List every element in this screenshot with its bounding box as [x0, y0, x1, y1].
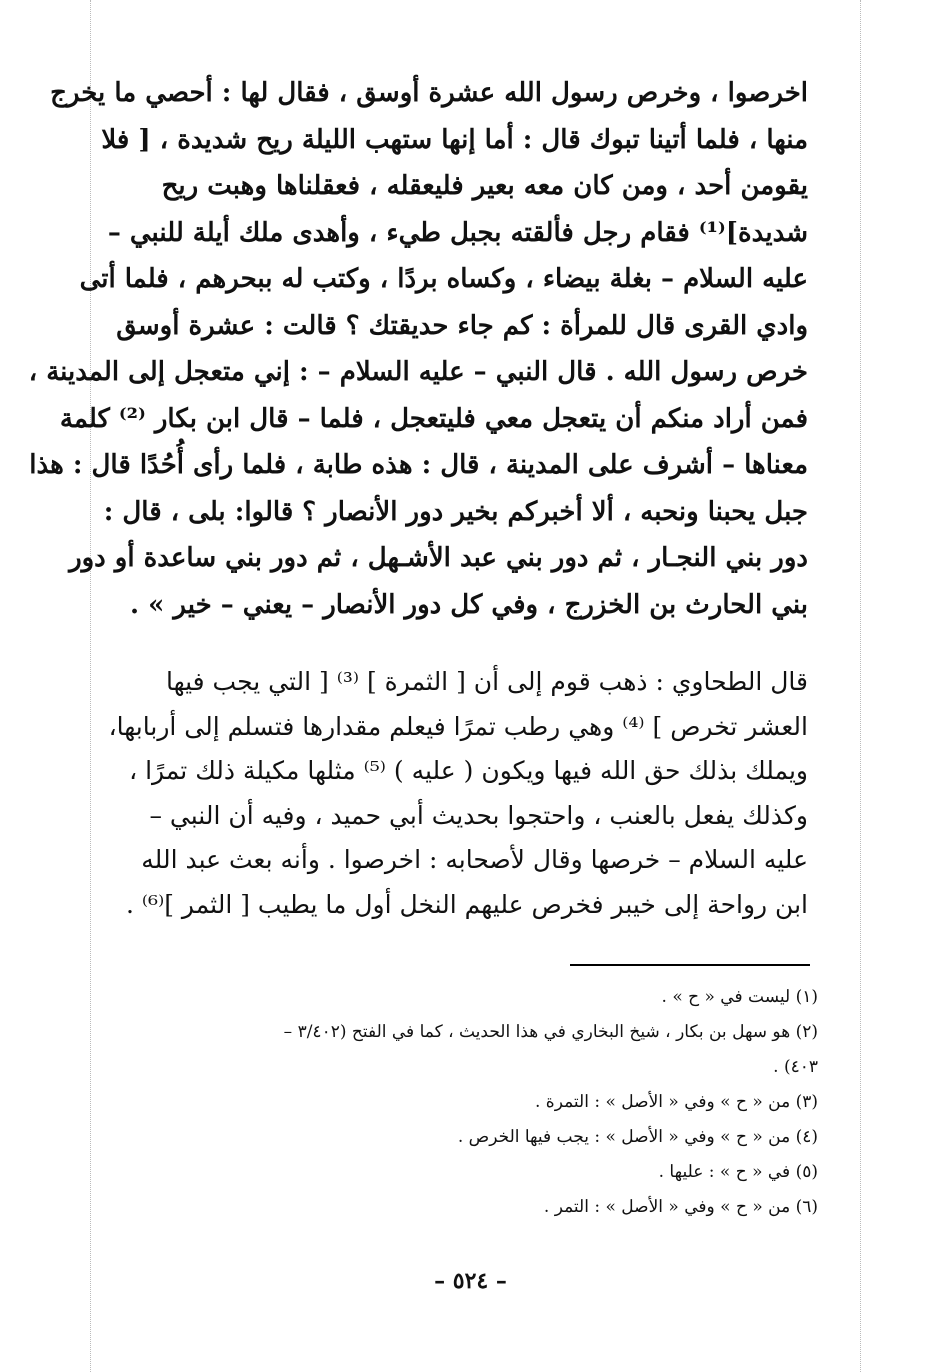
text-line: فمن أراد منكم أن يتعجل معي فليتعجل ، فلما – قال ابن بكار ⁽²⁾ كلمة — [59, 403, 808, 434]
footnote: (١) ليست في « ح » . — [661, 987, 818, 1007]
footnote: (٥) في « ح » : عليها . — [658, 1162, 818, 1182]
margin-dotted-line-right — [860, 0, 861, 1372]
text-line: قال الطحاوي : ذهب قوم إلى أن [ الثمرة ] ⁽³⁾ [ التي يجب فيها — [165, 667, 808, 696]
text-line: شديدة]⁽¹⁾ فقام رجل فألقته بجبل طيء ، وأهدى ملك أيلة للنبي – — [107, 217, 808, 248]
page-number: – ٥٢٤ – — [434, 1268, 507, 1294]
text-line: بني الحارث بن الخزرج ، وفي كل دور الأنصار – يعني – خير » . — [130, 589, 808, 620]
text-line: ويملك بذلك حق الله فيها ويكون ( عليه ) ⁽⁵⁾ مثلها مكيلة ذلك تمرًا ، — [129, 756, 808, 785]
footnote-separator — [570, 964, 810, 966]
text-line: دور بني النجـار ، ثم دور بني عبد الأشـهل ، ثم دور بني ساعدة أو دور — [69, 543, 808, 573]
text-line: اخرصوا ، وخرص رسول الله عشرة أوسق ، فقال لها : أحصي ما يخرج — [50, 78, 808, 108]
commentary-text-block — [108, 660, 808, 927]
footnotes-block — [128, 980, 818, 1225]
text-line: ابن رواحة إلى خيبر فخرص عليهم النخل أول ما يطيب [ الثمر ]⁽⁶⁾ . — [126, 889, 808, 919]
text-line: وادي القرى قال للمرأة : كم جاء حديقتك ؟ قالت : عشرة أوسق — [116, 310, 808, 341]
footnote: (٣) من « ح » وفي « الأصل » : التمرة . — [535, 1092, 818, 1112]
text-line: منها ، فلما أتينا تبوك قال : أما إنها ستهب الليلة ريح شديدة ، [ فلا — [101, 124, 808, 155]
text-line: معناها – أشرف على المدينة ، قال : هذه طابة ، فلما رأى أُحُدًا قال : هذا — [29, 450, 808, 480]
footnote: (٢) هو سهل بن بكار ، شيخ البخاري في هذا الحديث ، كما في الفتح (٣/٤٠٢ – — [283, 1022, 818, 1042]
text-line: يقومن أحد ، ومن كان معه بعير فليعقله ، فعقلناها وهبت ريح — [161, 171, 808, 201]
text-line: جبل يحبنا ونحبه ، ألا أخبركم بخير دور الأنصار ؟ قالوا: بلى ، قال : — [103, 496, 808, 527]
text-line: خرص رسول الله . قال النبي – عليه السلام – : إني متعجل إلى المدينة ، — [28, 357, 808, 387]
text-line: عليه السلام – بغلة بيضاء ، وكساه بردًا ، وكتب له ببحرهم ، فلما أتى — [79, 264, 808, 294]
text-line: العشر تخرص ] ⁽⁴⁾ وهي رطب تمرًا فيعلم مقدارها فتسلم إلى أربابها، — [108, 711, 808, 741]
text-line: عليه السلام – خرصها وقال لأصحابه : اخرصوا . وأنه بعث عبد الله — [141, 845, 808, 874]
footnote: (٦) من « ح » وفي « الأصل » : التمر . — [543, 1197, 818, 1217]
footnote: ٤٠٣) . — [773, 1057, 818, 1077]
margin-dotted-line-left — [90, 0, 91, 1372]
footnote: (٤) من « ح » وفي « الأصل » : يجب فيها الخرص . — [457, 1127, 818, 1147]
text-line: وكذلك يفعل بالعنب ، واحتجوا بحديث أبي حميد ، وفيه أن النبي – — [149, 800, 808, 830]
hadith-text-block — [28, 70, 808, 628]
